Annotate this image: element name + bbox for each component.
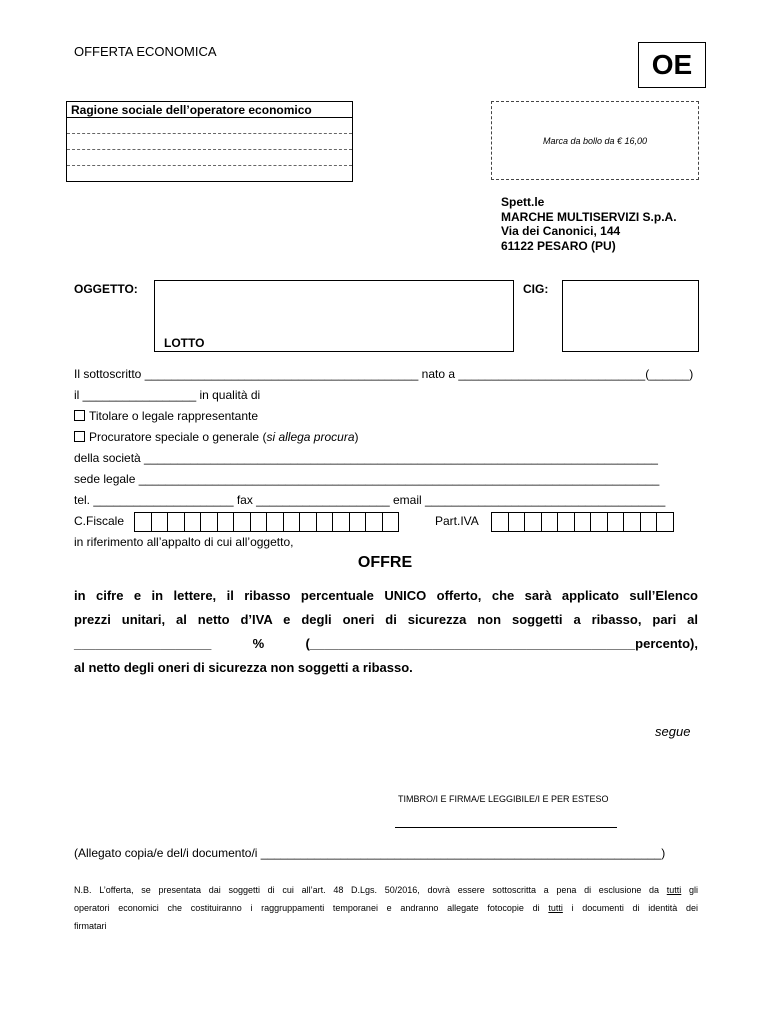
offer-percent-line[interactable]: ___________________ % (_____________________________________________percento), (74, 636, 698, 651)
input-cell[interactable] (217, 512, 235, 532)
offer-paragraph (74, 584, 698, 680)
sede-legale-line[interactable]: sede legale ______________________________________________________________________________ (74, 472, 660, 486)
timbro-firma-label: TIMBRO/I E FIRMA/E LEGGIBILE/I E PER ESTESO (398, 794, 609, 804)
input-cell[interactable] (382, 512, 400, 532)
input-cell[interactable] (167, 512, 185, 532)
procuratore-label-italic: si allega procura (266, 430, 355, 444)
procuratore-checkbox[interactable] (74, 431, 85, 442)
contacts-line[interactable]: tel. _____________________ fax ____________________ email ____________________________________ (74, 493, 666, 507)
segue-text: segue (655, 724, 691, 739)
recipient-line: MARCHE MULTISERVIZI S.p.A. (501, 209, 677, 224)
input-cell[interactable] (266, 512, 284, 532)
option-titolare[interactable] (74, 409, 258, 423)
offer-line: in cifre e in lettere, il ribasso percentuale UNICO offerto, che sarà applicato sull’Elenco (74, 588, 698, 603)
input-cell[interactable] (640, 512, 658, 532)
input-cell[interactable] (233, 512, 251, 532)
cig-field[interactable] (562, 280, 699, 352)
document-title: OFFERTA ECONOMICA (74, 44, 217, 59)
nb-text: i documenti di identità dei (562, 903, 699, 913)
titolare-label: Titolare o legale rappresentante (89, 409, 258, 423)
ragione-line-1 (67, 133, 352, 134)
partita-iva-cells[interactable] (492, 512, 674, 532)
nb-line: firmatari (74, 921, 107, 931)
codice-fiscale-label: C.Fiscale (74, 514, 125, 528)
titolare-checkbox[interactable] (74, 410, 85, 421)
ragione-sociale-label: Ragione sociale dell’operatore economico (71, 103, 312, 117)
sottoscritto-line[interactable]: Il sottoscritto _________________________________________ nato a ____________________________(______) (74, 367, 694, 381)
procuratore-label-post: ) (354, 430, 359, 444)
oggetto-label: OGGETTO: (74, 282, 138, 296)
ragione-line-3 (67, 165, 352, 166)
input-cell[interactable] (250, 512, 268, 532)
nb-text: gli (681, 885, 698, 895)
signature-line[interactable] (395, 827, 617, 828)
recipient-line: 61122 PESARO (PU) (501, 238, 616, 253)
input-cell[interactable] (574, 512, 592, 532)
offer-line: prezzi unitari, al netto d’IVA e degli oneri di sicurezza non soggetti a ribasso, pari al (74, 612, 698, 627)
nb-line (74, 899, 698, 917)
qualita-line[interactable]: il _________________ in qualità di (74, 388, 261, 402)
procuratore-label-pre: Procuratore speciale o generale ( (89, 430, 267, 444)
input-cell[interactable] (656, 512, 674, 532)
cig-label: CIG: (523, 282, 549, 296)
allegato-line[interactable]: (Allegato copia/e del/i documento/i ____________________________________________________________) (74, 846, 666, 860)
input-cell[interactable] (623, 512, 641, 532)
marca-bollo-box (491, 101, 699, 180)
recipient-address (501, 195, 677, 253)
ragione-line-2 (67, 149, 352, 150)
input-cell[interactable] (184, 512, 202, 532)
input-cell[interactable] (151, 512, 169, 532)
nb-line (74, 881, 698, 899)
recipient-line: Spett.le (501, 195, 545, 209)
codice-fiscale-cells[interactable] (135, 512, 399, 532)
oe-badge: OE (638, 42, 706, 88)
input-cell[interactable] (541, 512, 559, 532)
input-cell[interactable] (332, 512, 350, 532)
input-cell[interactable] (607, 512, 625, 532)
lotto-label: LOTTO (164, 336, 205, 350)
recipient-line: Via dei Canonici, 144 (501, 224, 621, 238)
nb-text: operatori economici che costituiranno i raggruppamenti temporanei e andranno allegate fotocopie di (74, 903, 549, 913)
nb-text: N.B. L’offerta, se presentata dai soggetti di cui all’art. 48 D.Lgs. 50/2016, dovrà essere sottoscritta a pena di esclusione da (74, 885, 667, 895)
input-cell[interactable] (200, 512, 218, 532)
input-cell[interactable] (508, 512, 526, 532)
riferimento-text: in riferimento all’appalto di cui all’oggetto, (74, 535, 294, 549)
input-cell[interactable] (365, 512, 383, 532)
partita-iva-label: Part.IVA (435, 514, 479, 528)
ragione-label-underline (67, 117, 352, 118)
offre-heading: OFFRE (357, 554, 413, 571)
input-cell[interactable] (134, 512, 152, 532)
input-cell[interactable] (299, 512, 317, 532)
input-cell[interactable] (491, 512, 509, 532)
input-cell[interactable] (349, 512, 367, 532)
ragione-sociale-box[interactable] (66, 101, 353, 182)
input-cell[interactable] (590, 512, 608, 532)
nb-underlined: tutti (548, 903, 563, 913)
oggetto-field[interactable] (154, 280, 514, 352)
societa-line[interactable]: della società _____________________________________________________________________________ (74, 451, 658, 465)
nb-note (74, 881, 698, 935)
marca-bollo-text: Marca da bollo da € 16,00 (542, 136, 648, 146)
input-cell[interactable] (283, 512, 301, 532)
nb-underlined: tutti (666, 885, 682, 895)
input-cell[interactable] (316, 512, 334, 532)
offer-line: al netto degli oneri di sicurezza non soggetti a ribasso. (74, 660, 413, 675)
input-cell[interactable] (524, 512, 542, 532)
input-cell[interactable] (557, 512, 575, 532)
option-procuratore[interactable] (74, 430, 359, 444)
